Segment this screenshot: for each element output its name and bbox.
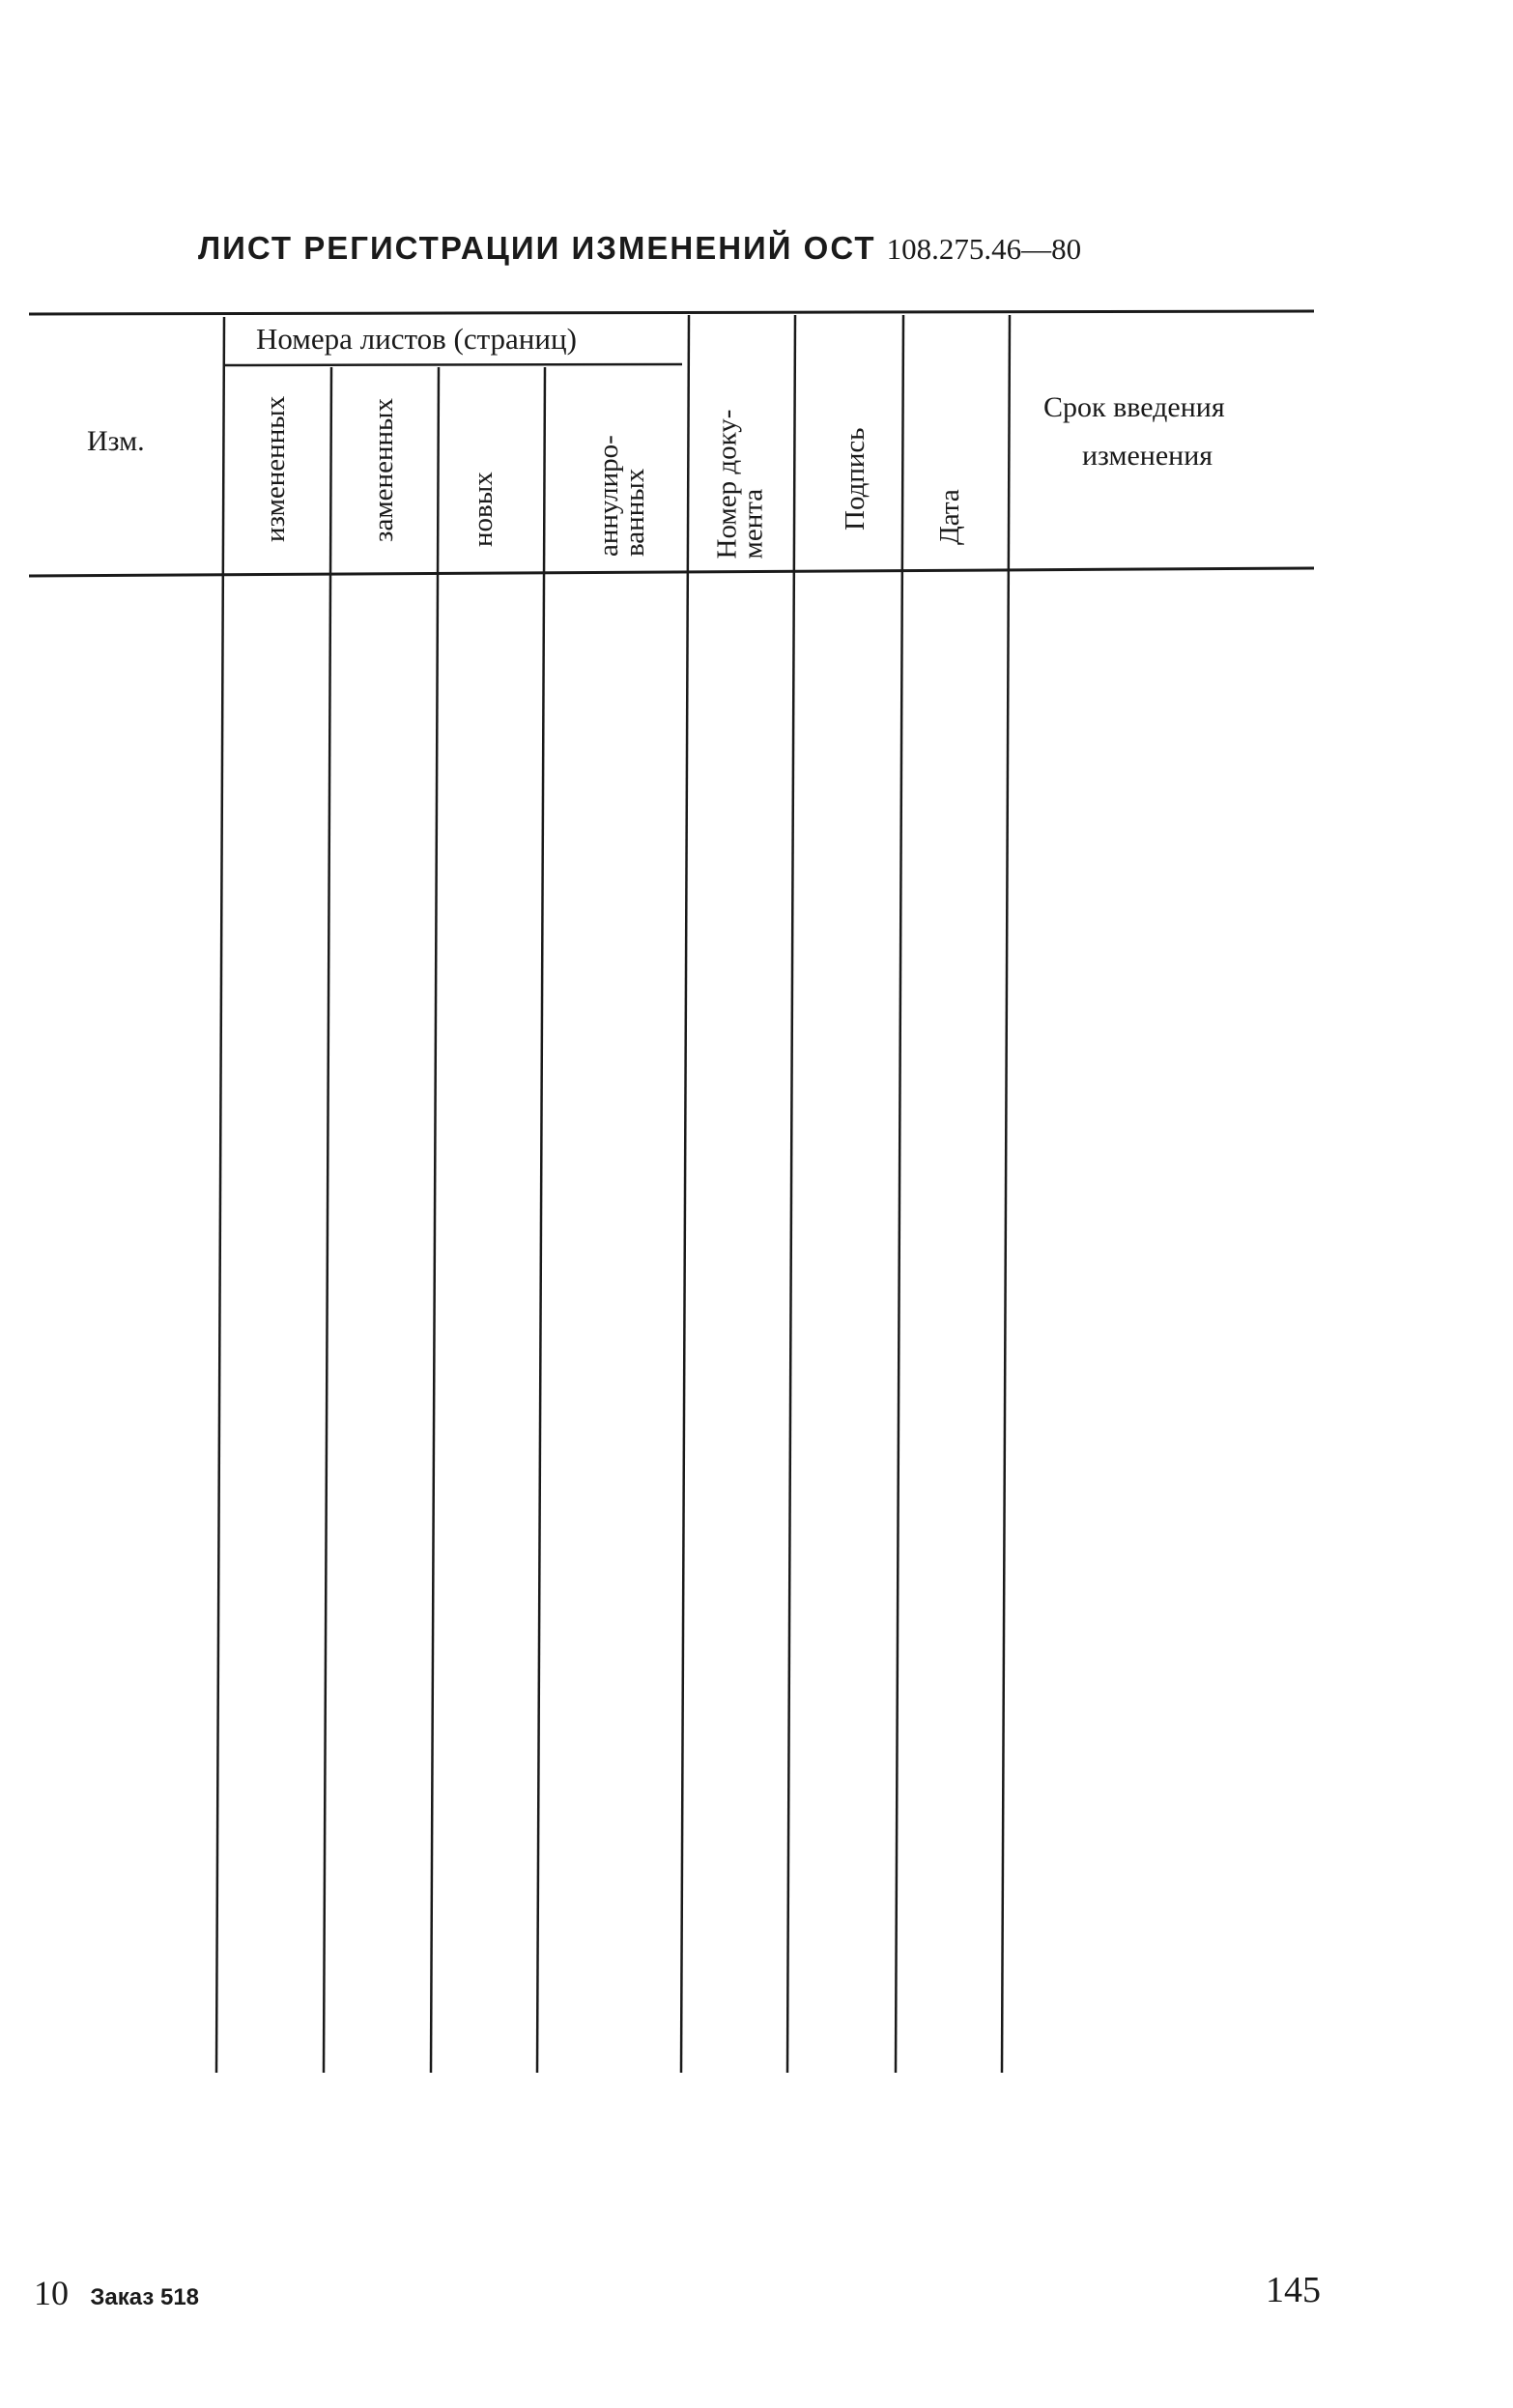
col-line-3 (431, 367, 439, 2073)
header-signature: Подпись (840, 427, 871, 530)
header-replaced: замененных (368, 398, 399, 542)
header-sheet-numbers: Номера листов (страниц) (256, 322, 577, 356)
page-number-left: 10 (34, 2274, 69, 2312)
col-line-4 (537, 367, 545, 2073)
header-doc-number-line1: Номер доку- (711, 409, 743, 559)
col-line-1 (216, 317, 224, 2073)
header-annulled-line1: аннулиро- (593, 435, 624, 557)
header-term-line2: изменения (1082, 440, 1213, 472)
standard-number: 108.275.46—80 (886, 232, 1082, 266)
col-line-7 (896, 315, 903, 2073)
header-annulled-line2: ванных (619, 468, 650, 557)
table-header-rule (29, 568, 1314, 576)
page-number-right: 145 (1266, 2270, 1321, 2310)
header-new: новых (468, 472, 499, 547)
group-underline (224, 364, 682, 365)
order-number: Заказ 518 (90, 2284, 200, 2310)
header-changed: измененных (260, 395, 291, 542)
title-text: ЛИСТ РЕГИСТРАЦИИ ИЗМЕНЕНИЙ ОСТ (198, 230, 876, 266)
col-line-5 (681, 315, 689, 2073)
col-line-8 (1002, 315, 1010, 2073)
col-line-6 (787, 315, 795, 2073)
header-izm: Изм. (87, 425, 145, 457)
footer-left (34, 2273, 199, 2313)
header-date: Дата (934, 489, 965, 545)
header-doc-number-line2: мента (737, 488, 769, 559)
table-top-rule (29, 311, 1314, 314)
col-line-2 (324, 367, 331, 2073)
header-term-line1: Срок введения (1043, 391, 1225, 423)
